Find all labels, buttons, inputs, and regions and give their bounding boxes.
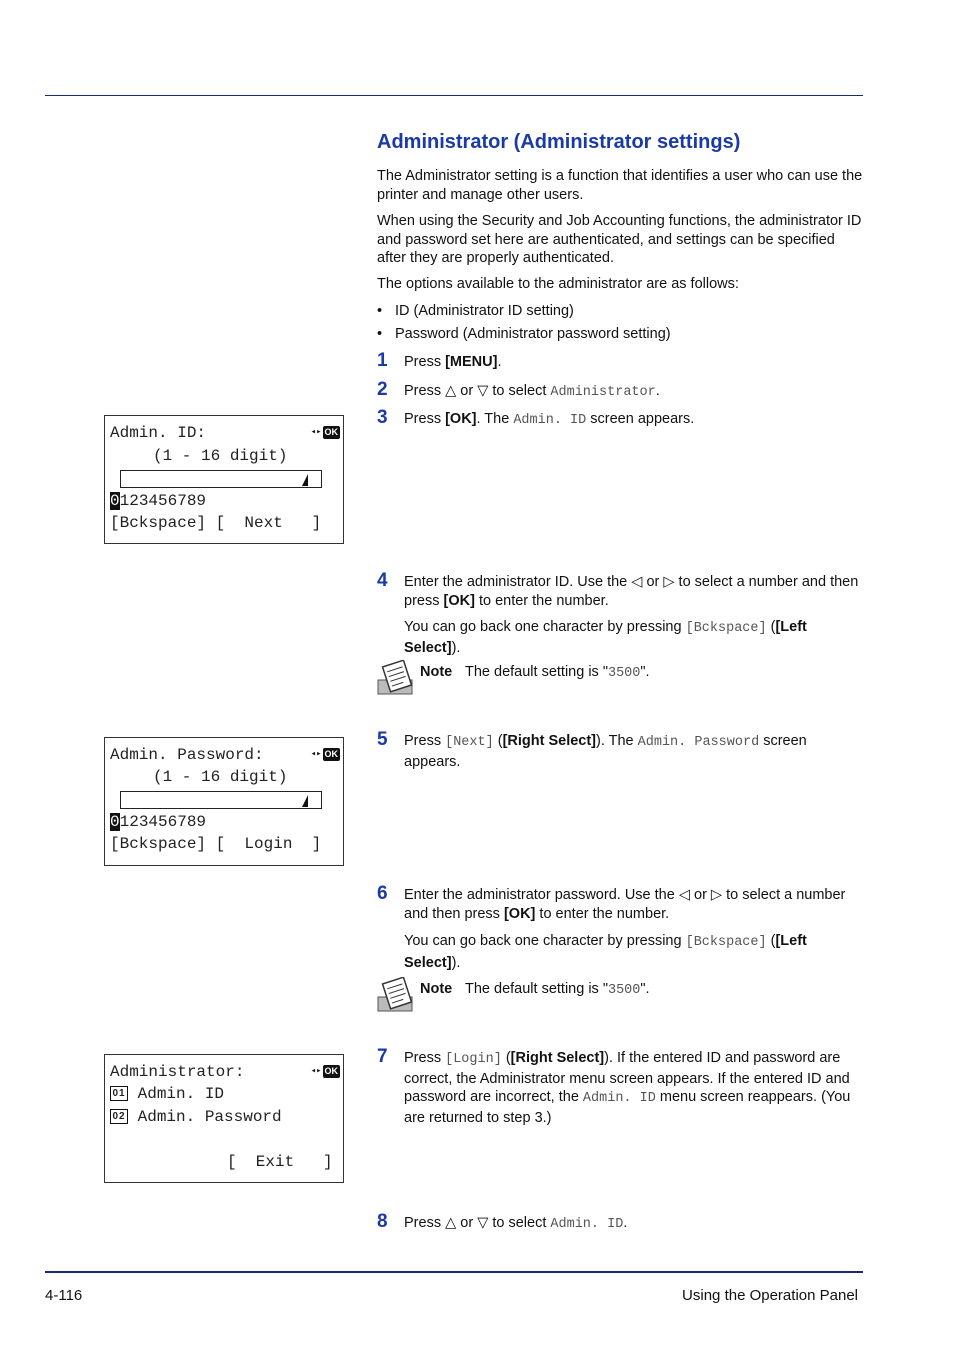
- lcd-menu-item-admin-id: 01 Admin. ID: [110, 1085, 224, 1103]
- lcd-title: Admin. ID:: [110, 424, 207, 442]
- lcd-title: Admin. Password:: [110, 746, 264, 764]
- lcd-admin-id-screen: [104, 415, 344, 544]
- page-number: 4-116: [45, 1287, 83, 1304]
- lcd-softkeys: [ Exit ]: [227, 1153, 333, 1171]
- lcd-input-field: [120, 791, 322, 809]
- signal-triangle-icon: [302, 474, 308, 486]
- intro-paragraph-3: The options available to the administrator are as follows:: [377, 276, 739, 292]
- lcd-softkeys: [Bckspace] [ Login ]: [110, 835, 322, 853]
- lcd-softkeys: [Bckspace] [ Next ]: [110, 514, 322, 532]
- bullet-item: • Password (Administrator password setting): [377, 326, 671, 342]
- footer-rule: [45, 1271, 863, 1273]
- section-heading: Administrator (Administrator settings): [377, 131, 741, 153]
- ok-indicator-icon: ◂▸ OK: [310, 748, 338, 759]
- signal-triangle-icon: [302, 795, 308, 807]
- lcd-digit-row: 0123456789: [110, 492, 207, 510]
- footer-section-title: Using the Operation Panel: [682, 1287, 858, 1304]
- lcd-administrator-menu-screen: [104, 1054, 344, 1183]
- lcd-admin-password-screen: [104, 737, 344, 866]
- ok-indicator-icon: ◂▸ OK: [310, 426, 338, 437]
- lcd-range: (1 - 16 digit): [153, 768, 288, 786]
- lcd-menu-item-admin-password: 02 Admin. Password: [110, 1108, 282, 1126]
- lcd-digit-row: 0123456789: [110, 813, 207, 831]
- intro-paragraph-1: The Administrator setting is a function that identifies a user who can use the printer and manage other users.: [377, 168, 863, 203]
- ok-indicator-icon: ◂▸ OK: [310, 1065, 338, 1076]
- header-rule: [45, 95, 863, 96]
- note-pad-icon: [377, 977, 415, 1013]
- note-pad-icon: [377, 660, 415, 696]
- note-1: Note The default setting is "3500".: [377, 664, 863, 698]
- note-2: Note The default setting is "3500".: [377, 981, 863, 1015]
- bullet-item: • ID (Administrator ID setting): [377, 303, 574, 319]
- intro-paragraph-2: When using the Security and Job Accounting functions, the administrator ID and password set here are authenticated, and settings can be specified after they are properly authenticated.: [377, 213, 862, 266]
- lcd-range: (1 - 16 digit): [153, 447, 288, 465]
- lcd-title: Administrator:: [110, 1063, 245, 1081]
- lcd-input-field: [120, 470, 322, 488]
